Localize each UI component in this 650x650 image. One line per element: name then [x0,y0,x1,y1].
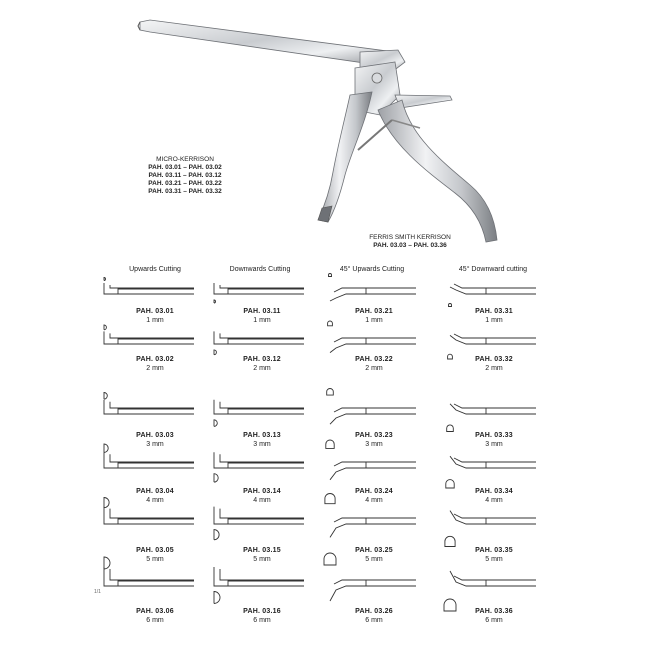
tip-profile-down-4 [214,452,304,482]
item-label [454,355,534,373]
item-code: PAH. 03.33 [475,432,513,439]
item-size: 1 mm [146,317,164,324]
column-header-upwards: Upwards Cutting [129,266,181,273]
tip-profile-up-2 [104,325,194,344]
item-size: 5 mm [146,556,164,563]
item-size: 3 mm [485,441,503,448]
item-code: PAH. 03.11 [243,308,281,315]
micro-kerrison-line-1: PAH. 03.01 – PAH. 03.02 [148,164,222,171]
item-size: 4 mm [365,497,383,504]
micro-kerrison-line-3: PAH. 03.21 – PAH. 03.22 [148,180,222,187]
item-code: PAH. 03.23 [355,432,393,439]
item-size: 5 mm [253,556,271,563]
item-size: 1 mm [253,317,271,324]
item-label [222,487,302,505]
item-label [334,546,414,564]
item-label [222,307,302,325]
item-size: 2 mm [253,365,271,372]
item-code: PAH. 03.35 [475,547,513,554]
tip-profile-down-3 [214,400,304,427]
item-label [222,355,302,373]
item-code: PAH. 03.36 [475,608,513,615]
item-code: PAH. 03.03 [136,432,174,439]
item-size: 6 mm [365,617,383,624]
micro-kerrison-line-2: PAH. 03.11 – PAH. 03.12 [148,172,222,179]
item-label [115,355,195,373]
tip-profile-up45-3 [327,389,416,425]
item-size: 6 mm [253,617,271,624]
item-code: PAH. 03.14 [243,488,281,495]
item-code: PAH. 03.05 [136,547,174,554]
item-code: PAH. 03.15 [243,547,281,554]
tip-profile-down45-1 [449,284,537,307]
item-code: PAH. 03.06 [136,608,174,615]
column-header-45-upwards: 45° Upwards Cutting [339,266,405,273]
item-code: PAH. 03.16 [243,608,281,615]
micro-kerrison-title: MICRO-KERRISON [156,156,214,163]
item-code: PAH. 03.34 [475,488,513,495]
ferris-smith-title: FERRIS SMITH KERRISON [369,234,451,241]
item-code: PAH. 03.01 [136,308,174,315]
item-code: PAH. 03.04 [136,488,174,495]
item-size: 4 mm [253,497,271,504]
item-size: 3 mm [253,441,271,448]
tip-profile-down45-6 [444,571,536,611]
item-code: PAH. 03.12 [243,356,281,363]
item-label [222,546,302,564]
item-label [115,487,195,505]
item-size: 3 mm [146,441,164,448]
tip-profile-down-5 [214,507,304,540]
item-label [334,355,414,373]
item-code: PAH. 03.22 [355,356,393,363]
item-size: 4 mm [485,497,503,504]
tip-profile-down-6 [214,567,304,604]
item-label [454,307,534,325]
item-label [334,307,414,325]
item-size: 2 mm [146,365,164,372]
item-label [115,546,195,564]
item-label [222,607,302,625]
item-code: PAH. 03.21 [355,308,393,315]
item-size: 6 mm [485,617,503,624]
item-size: 6 mm [146,617,164,624]
item-label [115,607,195,625]
tip-profile-down45-3 [447,404,536,432]
tip-profile-down-1 [214,283,304,303]
column-header-45-downward: 45° Downward cutting [458,266,528,273]
item-label [334,607,414,625]
scale-mark: 1/1 [94,589,101,595]
item-label [115,307,195,325]
item-label [454,546,534,564]
item-code: PAH. 03.24 [355,488,393,495]
item-size: 1 mm [365,317,383,324]
item-label [454,487,534,505]
item-code: PAH. 03.26 [355,608,393,615]
item-size: 3 mm [365,441,383,448]
tip-profile-down-2 [214,331,304,354]
item-code: PAH. 03.25 [355,547,393,554]
item-code: PAH. 03.02 [136,356,174,363]
tip-profile-down45-5 [445,511,536,547]
tip-profile-up45-1 [329,274,417,302]
tip-profile-up45-2 [328,321,416,353]
item-size: 2 mm [365,365,383,372]
tip-profile-down45-4 [446,456,536,488]
item-label [222,431,302,449]
item-label [115,431,195,449]
item-size: 1 mm [485,317,503,324]
item-code: PAH. 03.32 [475,356,513,363]
ferris-smith-line: PAH. 03.03 – PAH. 03.36 [373,242,447,249]
item-size: 5 mm [365,556,383,563]
item-label [454,607,534,625]
item-size: 5 mm [485,556,503,563]
micro-kerrison-line-4: PAH. 03.31 – PAH. 03.32 [148,188,222,195]
item-code: PAH. 03.13 [243,432,281,439]
tip-profile-up-1 [104,278,194,295]
item-size: 2 mm [485,365,503,372]
item-size: 4 mm [146,497,164,504]
column-header-downwards: Downwards Cutting [229,266,291,273]
tip-profile-up-3 [104,393,194,415]
item-label [334,487,414,505]
item-label [454,431,534,449]
item-code: PAH. 03.31 [475,308,513,315]
item-label [334,431,414,449]
